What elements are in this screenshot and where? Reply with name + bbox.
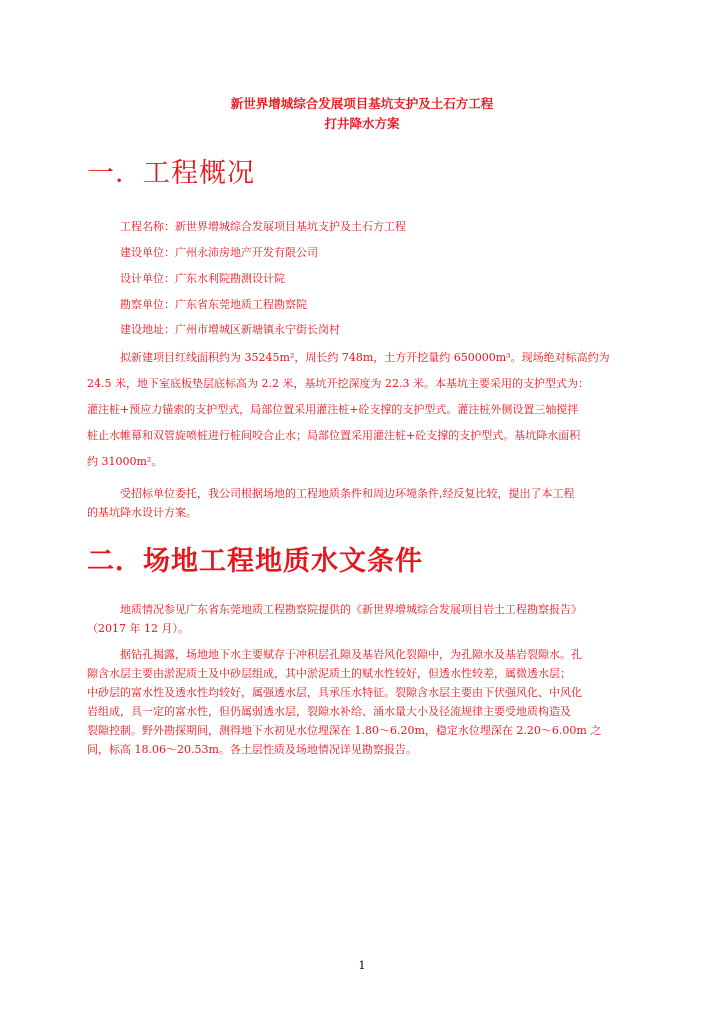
document-title-line-2: 打井降水方案	[324, 116, 400, 131]
document-title-line-1: 新世界增城综合发展项目基坑支护及土石方工程	[230, 96, 494, 111]
surveyor-line: 勘察单位：广东省东莞地质工程勘察院	[120, 298, 307, 311]
groundwater-paragraph	[87, 645, 653, 759]
address-line: 建设地址：广州市增城区新塘镇永宁街长岗村	[120, 323, 340, 336]
geology-source-line: 地质情况参见广东省东莞地质工程勘察院提供的《新世界增城综合发展项目岩土工程勘察报告》	[120, 603, 582, 616]
overview-line: 拟新建项目红线面积约为 35245m²，周长约 748m，土方开挖量约 650000m³。现场绝对标高约为	[120, 351, 610, 364]
commission-paragraph	[87, 484, 653, 522]
builder-line: 建设单位：广州永沛房地产开发有限公司	[120, 246, 318, 259]
project-name-line: 工程名称：新世界增城综合发展项目基坑支护及土石方工程	[120, 220, 406, 233]
section-1-heading: 一．工程概况	[87, 158, 255, 189]
overview-line: 灌注桩+预应力锚索的支护型式，局部位置采用灌注桩+砼支撑的支护型式。灌注桩外侧设置三轴搅拌	[87, 403, 579, 416]
geology-source-paragraph	[87, 600, 653, 638]
groundwater-line: 中砂层的富水性及透水性均较好，属强透水层，具承压水特征。裂隙含水层主要由下伏强风化、中风化	[87, 686, 582, 699]
groundwater-line: 岩组成，具一定的富水性，但仍属弱透水层，裂隙水补给、涌水量大小及径流规律主要受地质构造及	[87, 705, 571, 718]
groundwater-line: 裂隙控制。野外勘探期间，测得地下水初见水位埋深在 1.80～6.20m，稳定水位埋深在 2.20～6.00m 之	[87, 724, 602, 737]
groundwater-line: 据钻孔揭露，场地地下水主要赋存于冲积层孔隙及基岩风化裂隙中，为孔隙水及基岩裂隙水。孔	[120, 648, 582, 661]
commission-line: 受招标单位委托，我公司根据场地的工程地质条件和周边环境条件,经反复比较，提出了本工程	[120, 487, 575, 500]
project-overview-paragraph	[87, 345, 653, 475]
groundwater-line: 间，标高 18.06～20.53m。各土层性质及场地情况详见勘察报告。	[87, 743, 417, 756]
groundwater-line: 隙含水层主要由淤泥质土及中砂层组成，其中淤泥质土的赋水性较好，但透水性较差，属微透水层；	[87, 667, 571, 680]
commission-line: 的基坑降水设计方案。	[87, 506, 197, 519]
overview-line: 24.5 米，地下室底板垫层底标高为 2.2 米，基坑开挖深度为 22.3 米。本基坑主要采用的支护型式为：	[87, 377, 589, 390]
geology-source-line: （2017 年 12 月）。	[87, 622, 189, 635]
page-number: 1	[358, 959, 366, 972]
overview-line: 约 31000m²。	[87, 455, 163, 468]
designer-line: 设计单位：广东水利院勘测设计院	[120, 272, 285, 285]
overview-line: 桩止水帷幕和双管旋喷桩进行桩间咬合止水；局部位置采用灌注桩+砼支撑的支护型式。基坑降水面积	[87, 429, 581, 442]
section-2-heading: 二．场地工程地质水文条件	[87, 546, 423, 577]
